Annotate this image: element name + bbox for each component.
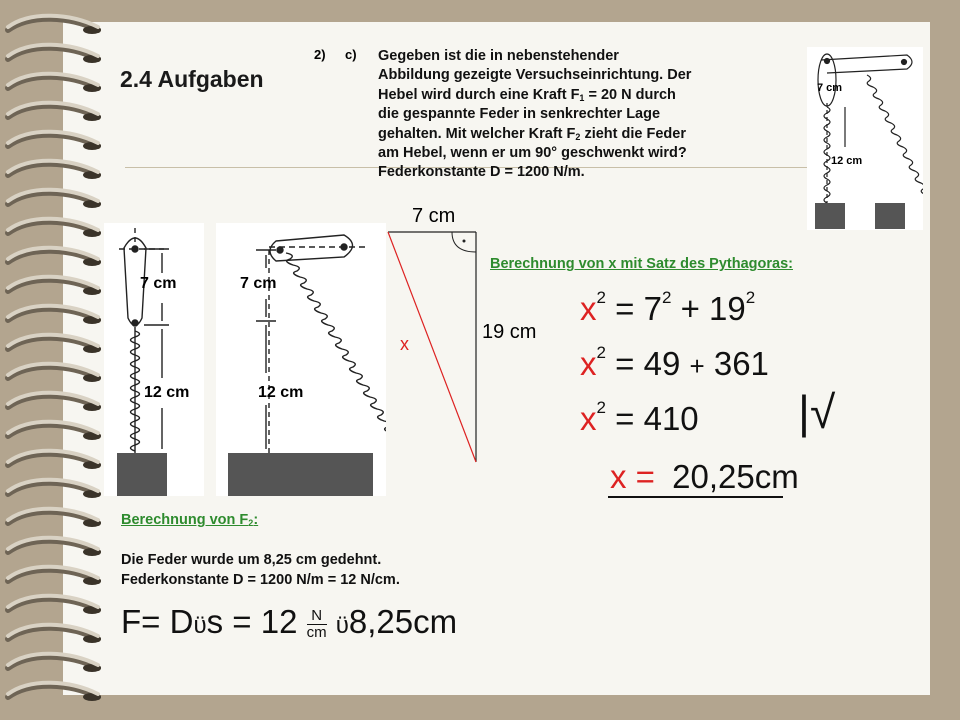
- equals: =: [615, 400, 635, 437]
- exponent: 2: [596, 288, 606, 307]
- label-12cm: 12 cm: [258, 384, 304, 401]
- binding-ring: [8, 567, 101, 585]
- task-text-part: = 20 N durch: [584, 86, 676, 103]
- binding-ring: [8, 74, 101, 92]
- task-line: [378, 86, 798, 105]
- equation-1: [580, 290, 755, 328]
- figure-horizontal-lever: [216, 223, 386, 496]
- binding-ring: [8, 306, 101, 324]
- binding-ring: [8, 509, 101, 527]
- fraction-denominator: cm: [306, 623, 327, 641]
- binding-ring: [8, 190, 101, 208]
- exponent: 2: [745, 288, 756, 307]
- value: 410: [643, 400, 699, 437]
- reference-figure: [807, 47, 923, 230]
- value: 19: [709, 290, 746, 327]
- subscript: 1: [579, 92, 585, 103]
- binding-ring: [8, 132, 101, 150]
- triangle-top-label: 7 cm: [412, 205, 456, 227]
- binding-ring: [8, 422, 101, 440]
- fraction-numerator: N: [307, 608, 327, 625]
- binding-ring: [8, 335, 101, 353]
- var-x: x: [580, 345, 597, 382]
- unit-fraction: [307, 608, 327, 641]
- ref-label-12cm: 12 cm: [831, 155, 863, 167]
- pythagoras-heading: Berechnung von x mit Satz des Pythagoras:: [490, 256, 793, 272]
- force-heading: [121, 512, 258, 528]
- task-line: [378, 125, 798, 144]
- task-line: Gegeben ist die in nebenstehender: [378, 48, 619, 64]
- plus: +: [680, 290, 700, 327]
- binding-ring: [8, 596, 101, 614]
- label-7cm: 7 cm: [140, 275, 177, 292]
- equals: =: [141, 603, 161, 640]
- multiply-sign: ϋ: [193, 612, 207, 639]
- binding-ring: [8, 248, 101, 266]
- force-line: Federkonstante D = 1200 N/m = 12 N/cm.: [121, 571, 400, 588]
- page-title: 2.4 Aufgaben: [120, 66, 264, 92]
- equation-3: [580, 400, 699, 438]
- task-line: Federkonstante D = 1200 N/m.: [378, 164, 585, 181]
- force-description: [121, 551, 400, 590]
- square-root-sign: |√: [798, 386, 836, 438]
- triangle-side-label: 19 cm: [482, 321, 537, 343]
- equals: =: [232, 603, 252, 640]
- binding-ring: [8, 364, 101, 382]
- result-underline: [608, 496, 783, 498]
- result-value: 20,25cm: [672, 458, 799, 495]
- pythagoras-triangle: [380, 200, 550, 470]
- task-text-part: Hebel wird durch eine Kraft F: [378, 86, 580, 103]
- multiply-sign: ϋ: [335, 612, 349, 639]
- var-x: x: [580, 290, 597, 327]
- value: 361: [713, 345, 769, 382]
- exponent: 2: [596, 343, 606, 362]
- var-x: x: [580, 400, 597, 437]
- binding-ring: [8, 277, 101, 295]
- task-line: Abbildung gezeigte Versuchseinrichtung. Der: [378, 67, 692, 84]
- equation-2: [580, 345, 769, 383]
- figure-vertical-lever: [104, 223, 204, 496]
- task-text-part: gehalten. Mit welcher Kraft F: [378, 125, 576, 142]
- value: 12: [260, 603, 298, 640]
- heading-text: :: [253, 512, 259, 528]
- binding-ring: [8, 625, 101, 643]
- task-subletter: c): [345, 47, 357, 62]
- symbol-f: F: [121, 603, 142, 640]
- ref-label-7cm: 7 cm: [817, 82, 843, 94]
- symbol-d: D: [169, 603, 194, 640]
- task-line: die gespannte Feder in senkrechter Lage: [378, 106, 661, 123]
- binding-ring: [8, 451, 101, 469]
- exponent: 2: [596, 398, 606, 417]
- task-description: [378, 47, 798, 183]
- heading-text: Berechnung von F: [121, 512, 249, 528]
- value: 7: [643, 290, 662, 327]
- subscript: 2: [575, 131, 581, 142]
- value: 8,25cm: [348, 603, 458, 640]
- task-line: am Hebel, wenn er um 90° geschwenkt wird?: [378, 145, 687, 162]
- exponent: 2: [661, 288, 672, 307]
- binding-ring: [8, 393, 101, 411]
- task-text-part: zieht die Feder: [580, 125, 686, 142]
- equals: =: [615, 345, 635, 382]
- result-lhs: x =: [610, 458, 655, 495]
- equals: =: [615, 290, 635, 327]
- force-equation: [121, 603, 457, 641]
- result-equation: [610, 458, 799, 496]
- binding-ring: [8, 16, 101, 34]
- binding-ring: [8, 161, 101, 179]
- force-line: Die Feder wurde um 8,25 cm gedehnt.: [121, 552, 382, 568]
- task-number: 2): [314, 47, 326, 62]
- value: 49: [643, 345, 681, 382]
- binding-ring: [8, 480, 101, 498]
- binding-ring: [8, 219, 101, 237]
- symbol-s: s: [206, 603, 224, 640]
- binding-ring: [8, 45, 101, 63]
- triangle-hyp-label: x: [400, 334, 409, 354]
- subscript: 2: [248, 518, 254, 528]
- label-12cm: 12 cm: [144, 384, 190, 401]
- binding-ring: [8, 538, 101, 556]
- binding-ring: [8, 683, 101, 701]
- binding-ring: [8, 654, 101, 672]
- plus: +: [689, 351, 705, 381]
- binding-ring: [8, 103, 101, 121]
- label-7cm: 7 cm: [240, 275, 277, 292]
